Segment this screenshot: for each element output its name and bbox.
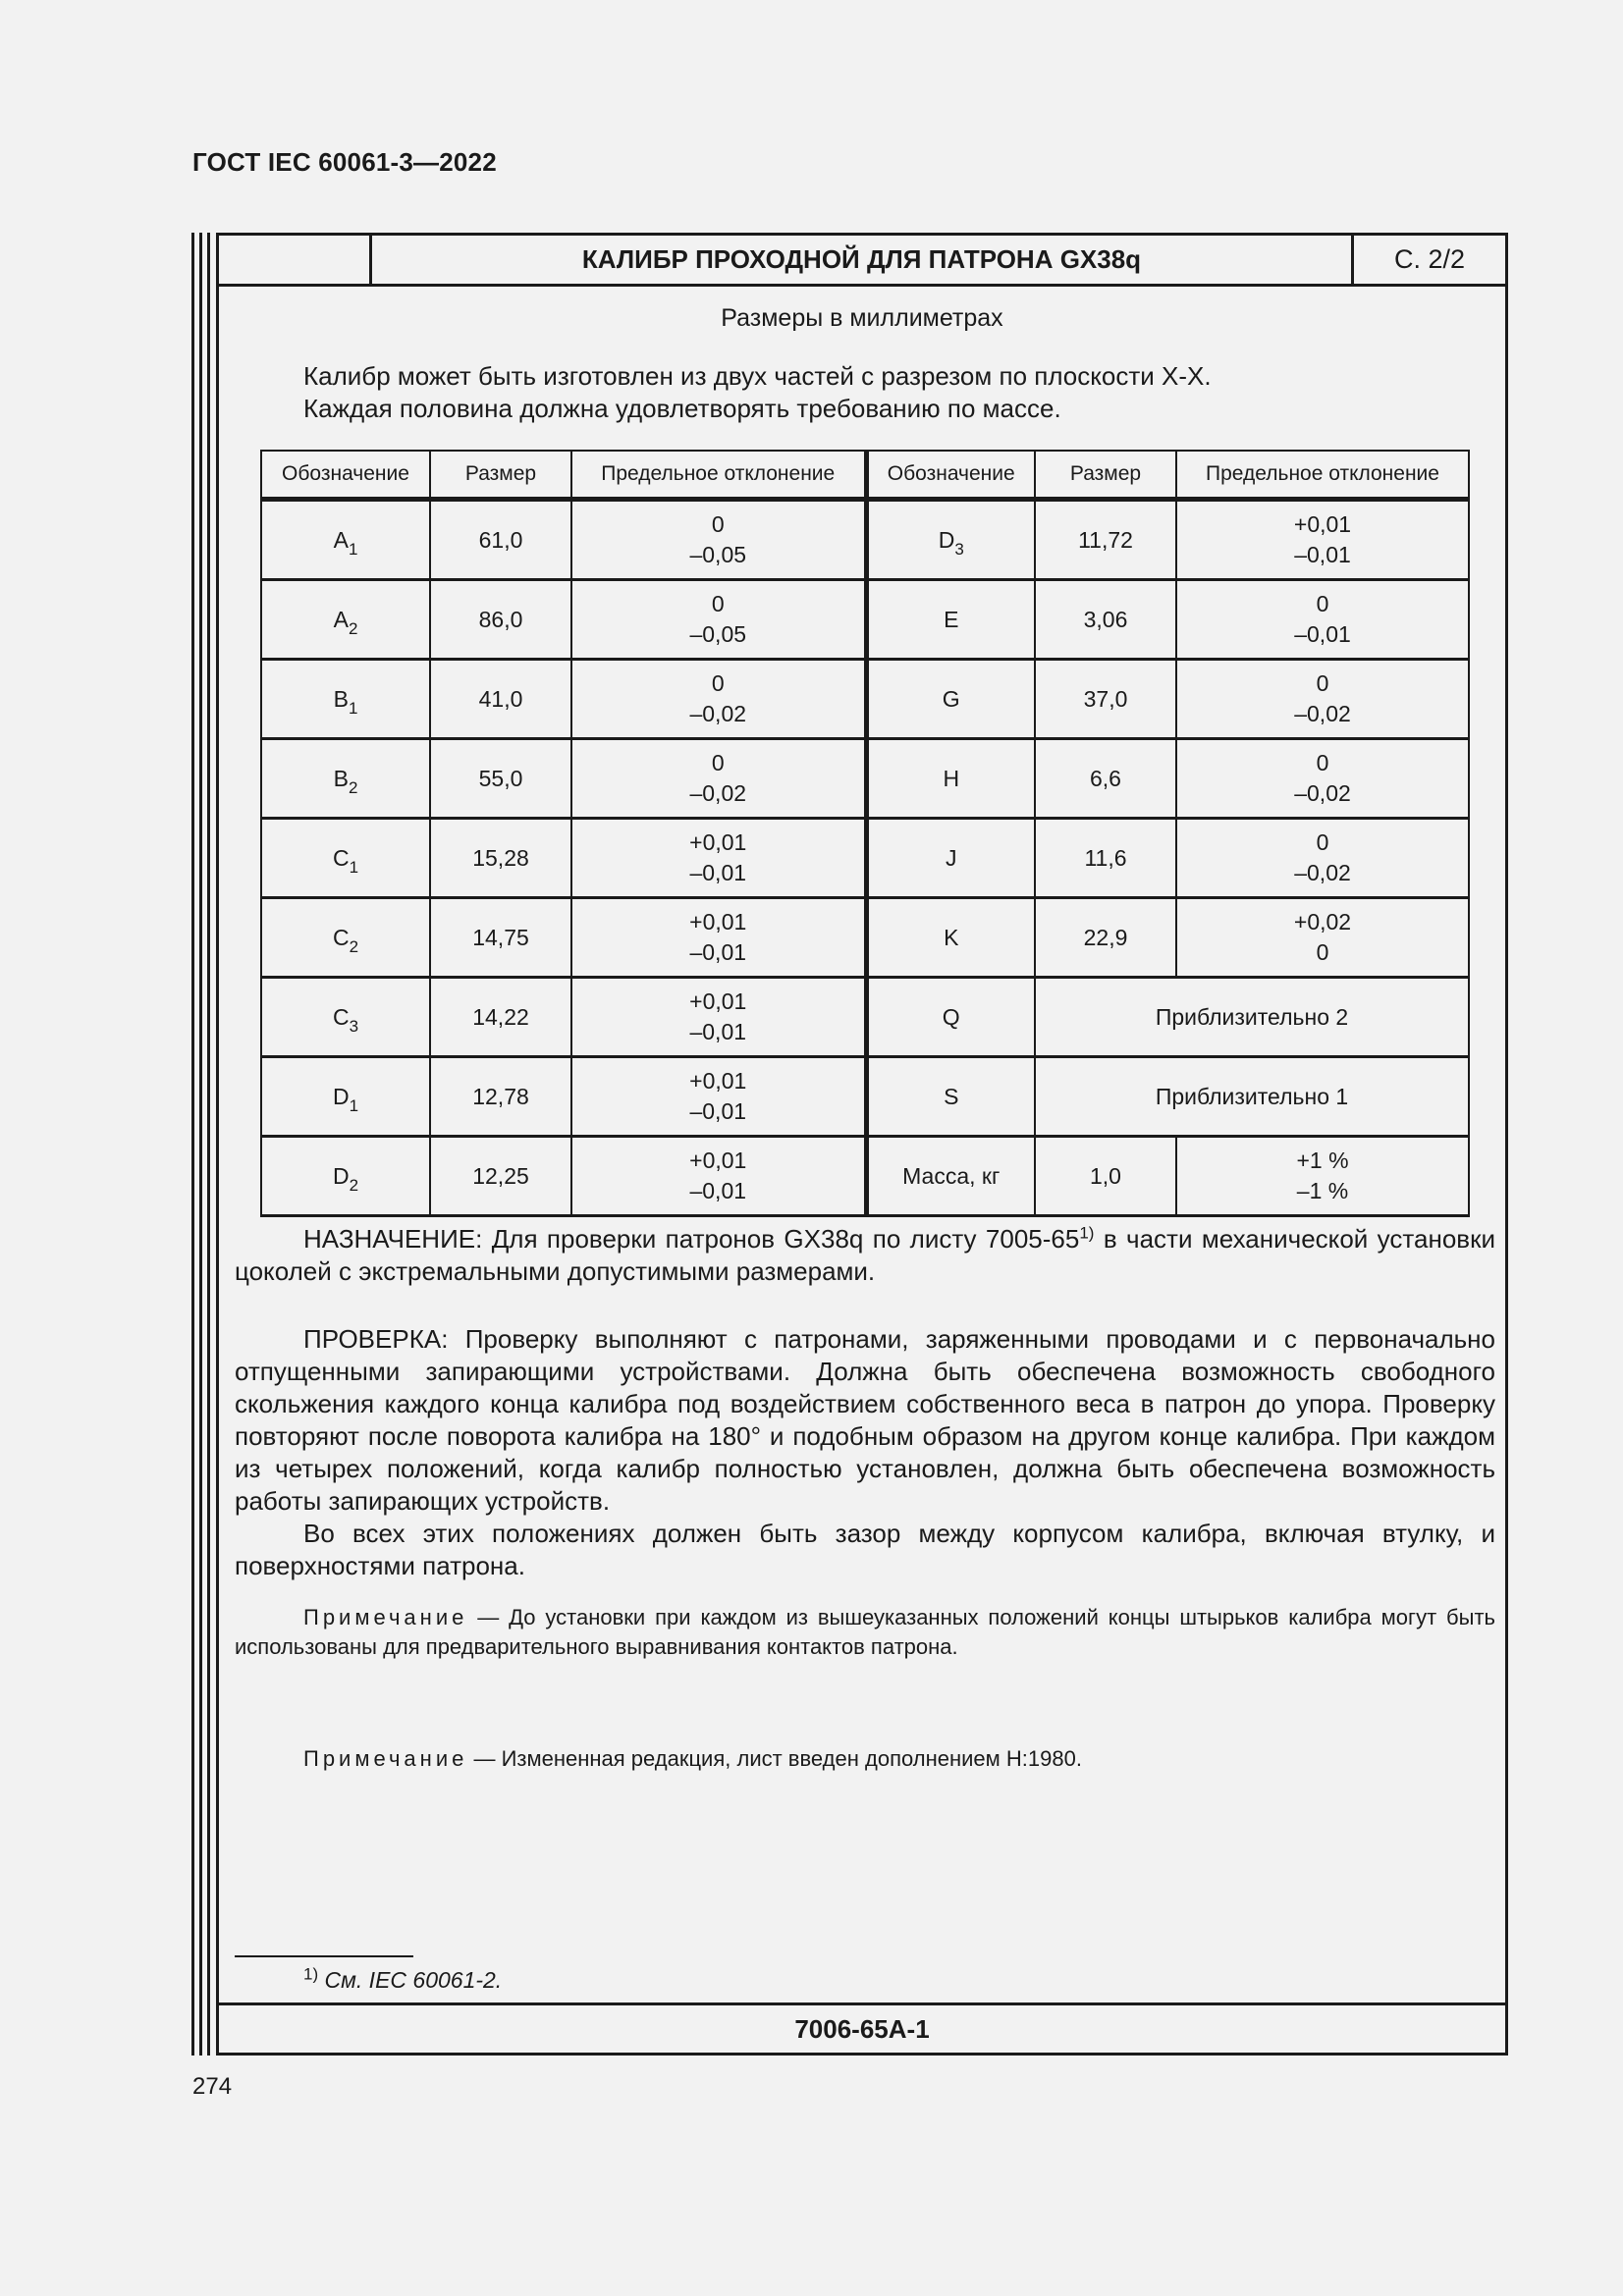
check-paragraph: ПРОВЕРКА: Проверку выполняют с патронами, заряженными проводами и с первоначально отпущенными запирающими устройствами. Должна быть обеспечена возможность свободного скольжения каждого конца калибра под воздействием собственного веса в патрон до упора. Проверку повторяют после поворота калибра на 180° и подобным образом на другом конце калибра. При каждом из четырех положений, когда калибр полностью установлен, должна быть обеспечена возможность работы запирающих устройств.	[235, 1324, 1495, 1516]
tolerance-lower: 0	[1316, 939, 1329, 965]
designation-cell	[261, 978, 430, 1057]
size-cell: 14,75	[430, 898, 571, 978]
table-row	[261, 898, 1469, 978]
title-blank-cell	[219, 236, 372, 284]
tolerance-cell	[1176, 739, 1469, 819]
designation-subscript: 2	[349, 936, 359, 956]
tolerance-lower: –0,01	[689, 1019, 747, 1044]
tolerance-upper: 0	[711, 591, 725, 616]
table-row	[261, 580, 1469, 660]
designation-cell	[866, 500, 1035, 580]
tolerance-lower: –0,01	[1294, 542, 1351, 567]
tolerance-lower: –0,01	[1294, 621, 1351, 647]
tolerance-upper: 0	[1316, 829, 1329, 855]
title-block	[219, 236, 1505, 287]
tolerance-cell	[1176, 819, 1469, 898]
designation-subscript: 3	[954, 539, 964, 559]
table-row	[261, 500, 1469, 580]
size-cell: 6,6	[1035, 739, 1176, 819]
tolerance-upper: 0	[711, 670, 725, 696]
designation-symbol: D	[332, 1162, 350, 1189]
note-label: Примечание	[303, 1605, 468, 1629]
column-header: Размер	[1035, 451, 1176, 500]
column-header: Обозначение	[866, 451, 1035, 500]
gap-paragraph: Во всех этих положениях должен быть зазор между корпусом калибра, включая втулку, и поверхностями патрона.	[235, 1519, 1495, 1580]
designation-subscript: 1	[348, 539, 358, 559]
designation-cell	[866, 978, 1035, 1057]
margin-line	[207, 233, 210, 2056]
purpose-paragraph	[235, 1223, 1495, 1288]
tolerance-upper: 0	[1316, 670, 1329, 696]
designation-symbol: D	[332, 1083, 350, 1109]
tolerance-upper: +0,01	[689, 909, 747, 934]
size-cell: 61,0	[430, 500, 571, 580]
tolerance-upper: 0	[1316, 750, 1329, 775]
table-row	[261, 660, 1469, 739]
table-row	[261, 978, 1469, 1057]
designation-cell	[866, 898, 1035, 978]
column-header: Предельное отклонение	[1176, 451, 1469, 500]
designation-symbol: Масса, кг	[902, 1162, 1001, 1189]
tolerance-cell	[1176, 660, 1469, 739]
tolerance-lower: –0,01	[689, 939, 747, 965]
designation-symbol: E	[944, 606, 959, 632]
designation-symbol: B	[333, 765, 349, 791]
margin-line	[199, 233, 202, 2056]
designation-symbol: C	[332, 1003, 350, 1030]
tolerance-upper: +0,01	[689, 1148, 747, 1173]
size-cell: 12,25	[430, 1137, 571, 1216]
intro-text	[303, 360, 1212, 425]
designation-cell	[866, 819, 1035, 898]
designation-symbol: A	[333, 526, 349, 553]
designation-symbol: Q	[942, 1003, 960, 1030]
designation-symbol: C	[332, 924, 350, 950]
designation-cell	[261, 660, 430, 739]
tolerance-cell	[1176, 500, 1469, 580]
tolerance-lower: –0,05	[689, 542, 747, 567]
tolerance-upper: +0,01	[689, 988, 747, 1014]
note-1	[235, 1603, 1495, 1662]
footnote-ref: 1)	[1079, 1223, 1095, 1243]
note-text: — Измененная редакция, лист введен дополнением H:1980.	[467, 1746, 1082, 1771]
approx-value-cell: Приблизительно 2	[1035, 978, 1469, 1057]
tolerance-cell	[1176, 898, 1469, 978]
tolerance-lower: –0,02	[689, 701, 747, 726]
tolerance-upper: +0,01	[689, 1068, 747, 1094]
tolerance-lower: –0,05	[689, 621, 747, 647]
note-2	[303, 1744, 1082, 1774]
table-row	[261, 819, 1469, 898]
size-cell: 11,72	[1035, 500, 1176, 580]
designation-symbol: C	[332, 844, 350, 871]
sheet-code: 7006-65А-1	[219, 2002, 1505, 2053]
margin-line	[191, 233, 194, 2056]
sheet-page: С. 2/2	[1393, 244, 1466, 274]
designation-symbol: S	[944, 1083, 959, 1109]
designation-cell	[866, 1137, 1035, 1216]
designation-symbol: K	[944, 924, 959, 950]
page-number: 274	[192, 2073, 233, 2100]
table-row	[261, 739, 1469, 819]
tolerance-cell	[571, 819, 866, 898]
designation-subscript: 1	[348, 698, 358, 718]
tolerance-lower: –1 %	[1296, 1178, 1349, 1203]
document-header: ГОСТ IEC 60061-3—2022	[192, 147, 497, 177]
designation-cell	[261, 1137, 430, 1216]
designation-cell	[261, 580, 430, 660]
purpose-text: в части механической установки цоколей с экстремальными допустимыми размерами.	[235, 1224, 1495, 1286]
table-row	[261, 1137, 1469, 1216]
designation-cell	[261, 1057, 430, 1137]
tolerance-upper: +0,01	[689, 829, 747, 855]
size-cell: 3,06	[1035, 580, 1176, 660]
column-header: Предельное отклонение	[571, 451, 866, 500]
intro-line: Калибр может быть изготовлен из двух частей с разрезом по плоскости X-X.	[303, 361, 1212, 391]
size-cell: 41,0	[430, 660, 571, 739]
approx-value-cell: Приблизительно 1	[1035, 1057, 1469, 1137]
tolerance-upper: 0	[1316, 591, 1329, 616]
designation-symbol: A	[333, 606, 349, 632]
note-text: — До установки при каждом из вышеуказанных положений концы штырьков калибра могут быть использованы для предварительного выравнивания контактов патрона.	[235, 1605, 1495, 1659]
footnote-separator	[235, 1955, 413, 1957]
designation-cell	[261, 739, 430, 819]
designation-cell	[261, 500, 430, 580]
size-cell: 11,6	[1035, 819, 1176, 898]
sheet-frame	[216, 233, 1508, 2056]
size-cell: 86,0	[430, 580, 571, 660]
footnote	[303, 1964, 503, 1994]
designation-symbol: G	[942, 685, 960, 712]
tolerance-upper: +1 %	[1296, 1148, 1349, 1173]
size-cell: 55,0	[430, 739, 571, 819]
tolerance-cell	[571, 1137, 866, 1216]
table-header-row	[261, 451, 1469, 500]
dimensions-table	[260, 450, 1470, 1217]
designation-symbol: D	[938, 526, 955, 553]
designation-subscript: 1	[349, 857, 359, 877]
size-cell: 12,78	[430, 1057, 571, 1137]
sheet-title: КАЛИБР ПРОХОДНОЙ ДЛЯ ПАТРОНА GX38q	[372, 236, 1354, 284]
tolerance-lower: –0,02	[1294, 701, 1351, 726]
size-cell: 14,22	[430, 978, 571, 1057]
tolerance-upper: 0	[711, 511, 725, 537]
units-note: Размеры в миллиметрах	[721, 304, 1003, 332]
designation-subscript: 2	[348, 777, 358, 797]
designation-cell	[866, 1057, 1035, 1137]
tolerance-upper: +0,02	[1293, 909, 1352, 934]
tolerance-cell	[571, 1057, 866, 1137]
size-cell: 15,28	[430, 819, 571, 898]
tolerance-cell	[571, 580, 866, 660]
column-header: Обозначение	[261, 451, 430, 500]
tolerance-cell	[571, 500, 866, 580]
tolerance-upper: 0	[711, 750, 725, 775]
footnote-mark: 1)	[303, 1964, 319, 1984]
table-row	[261, 1057, 1469, 1137]
tolerance-cell	[571, 898, 866, 978]
tolerance-cell	[571, 739, 866, 819]
footnote-text: См. IEC 60061-2.	[318, 1967, 503, 1993]
tolerance-lower: –0,01	[689, 860, 747, 885]
designation-subscript: 2	[349, 1175, 359, 1195]
designation-subscript: 1	[349, 1095, 359, 1115]
designation-symbol: B	[333, 685, 349, 712]
size-cell: 37,0	[1035, 660, 1176, 739]
tolerance-cell	[571, 978, 866, 1057]
designation-cell	[261, 898, 430, 978]
tolerance-lower: –0,02	[689, 780, 747, 806]
tolerance-cell	[1176, 1137, 1469, 1216]
designation-subscript: 2	[348, 618, 358, 638]
tolerance-cell	[571, 660, 866, 739]
note-label: Примечание	[303, 1746, 468, 1771]
tolerance-lower: –0,01	[689, 1098, 747, 1124]
tolerance-upper: +0,01	[1293, 511, 1352, 537]
tolerance-lower: –0,02	[1294, 860, 1351, 885]
tolerance-lower: –0,02	[1294, 780, 1351, 806]
designation-subscript: 3	[349, 1016, 359, 1036]
designation-cell	[866, 580, 1035, 660]
purpose-text: НАЗНАЧЕНИЕ: Для проверки патронов GX38q по листу 7005-65	[303, 1224, 1080, 1254]
designation-symbol: J	[946, 844, 957, 871]
designation-cell	[261, 819, 430, 898]
designation-symbol: H	[943, 765, 960, 791]
column-header: Размер	[430, 451, 571, 500]
designation-cell	[866, 739, 1035, 819]
intro-line: Каждая половина должна удовлетворять требованию по массе.	[303, 394, 1061, 423]
size-cell: 1,0	[1035, 1137, 1176, 1216]
size-cell: 22,9	[1035, 898, 1176, 978]
designation-cell	[866, 660, 1035, 739]
tolerance-cell	[1176, 580, 1469, 660]
tolerance-lower: –0,01	[689, 1178, 747, 1203]
